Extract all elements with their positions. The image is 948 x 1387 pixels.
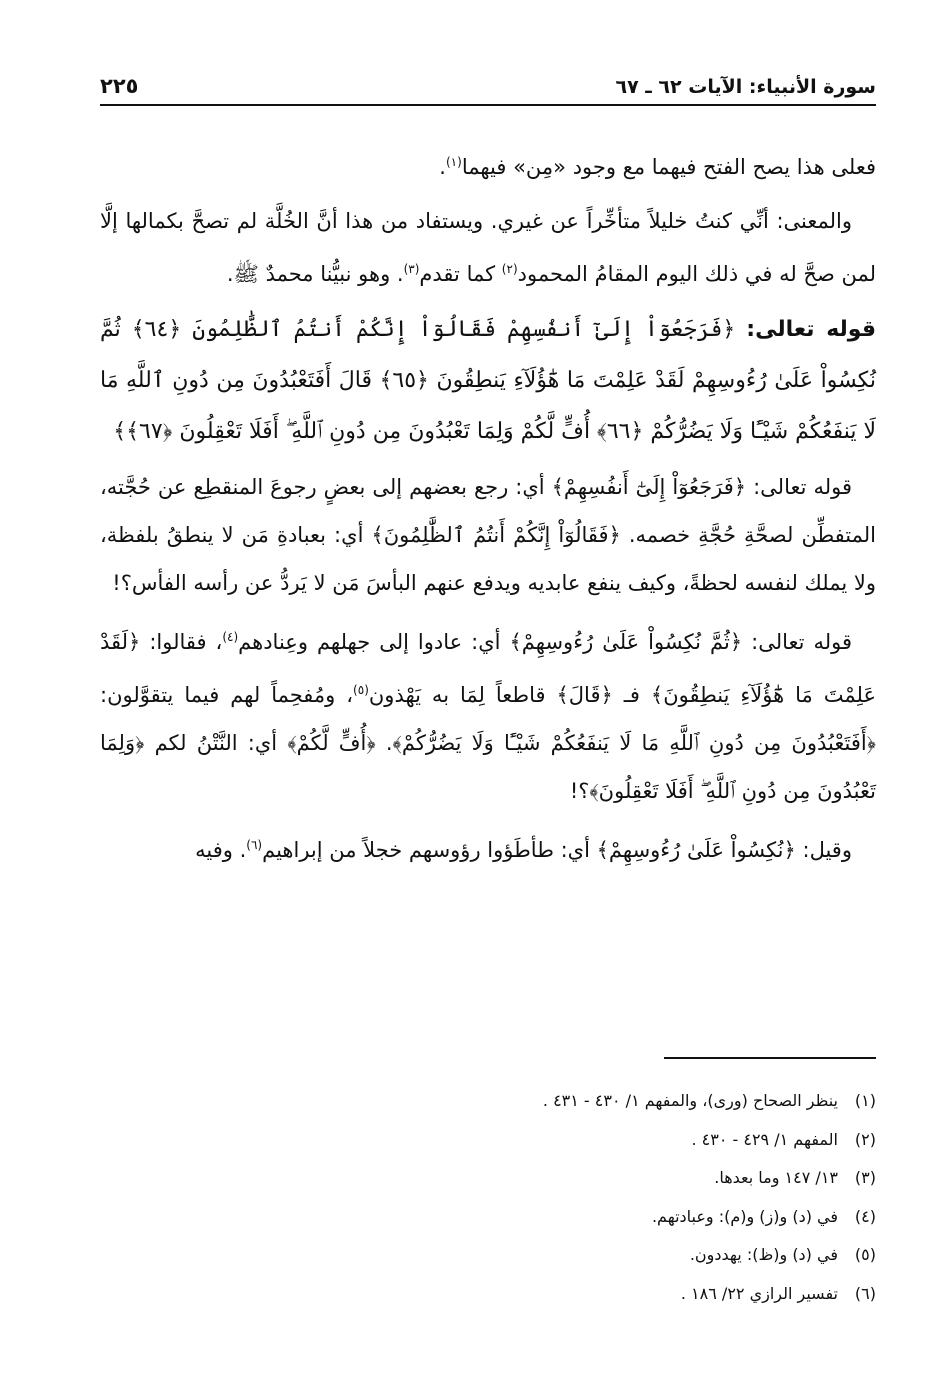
footnote-ref-6: (٦) xyxy=(246,838,263,852)
paragraph-4 xyxy=(100,613,876,815)
footnote-1 xyxy=(100,1082,876,1121)
footnote-text: في (د) و(ظ): يهددون. xyxy=(689,1245,838,1264)
footnote-2 xyxy=(100,1121,876,1160)
paragraph-2 xyxy=(100,197,876,298)
footnote-6 xyxy=(100,1275,876,1314)
footnote-ref-2: (٢) xyxy=(501,262,518,276)
footnote-mark: (٦) xyxy=(854,1283,876,1303)
footnote-5 xyxy=(100,1236,876,1275)
footnote-ref-3: (٣) xyxy=(403,262,420,276)
footnote-mark: (٤) xyxy=(854,1206,876,1226)
paragraph-5-text-a: وقيل: ﴿نُكِسُواْ عَلَىٰ رُءُوسِهِمْ﴾ أي: طأطَؤوا رؤوسهم خجلاً من إبراهيم xyxy=(262,838,852,862)
running-title: سورة الأنبياء: الآيات ٦٢ ـ ٦٧ xyxy=(615,76,876,98)
footnote-ref-5: (٥) xyxy=(353,683,369,697)
paragraph-5-text-b: . وفيه xyxy=(195,838,247,862)
paragraph-2-text-b: كما تقدم xyxy=(419,262,502,286)
footnote-mark: (٥) xyxy=(854,1245,876,1264)
footnote-3 xyxy=(100,1159,876,1198)
footnote-mark: (٣) xyxy=(854,1168,876,1187)
paragraph-4-text-a: قوله تعالى: ﴿ثُمَّ نُكِسُواْ عَلَىٰ رُءُوسِهِمْ﴾ أي: عادوا إلى جهلهم وعِنادهم xyxy=(238,630,853,654)
footnote-text: تفسير الرازي ٢٢/ ١٨٦ . xyxy=(680,1283,838,1303)
footnote-mark: (١) xyxy=(854,1091,876,1110)
paragraph-1-text: فعلى هذا يصح الفتح فيهما مع وجود «مِن» فيهما xyxy=(461,155,876,179)
footnote-ref-1: (١) xyxy=(445,155,462,169)
footnote-text: ١٣/ ١٤٧ وما بعدها. xyxy=(714,1168,838,1187)
footnote-4 xyxy=(100,1198,876,1237)
footnote-text: في (د) و(ز) و(م): وعبادتهم. xyxy=(651,1206,838,1226)
verse-text: ﴿فَرَجَعُوٓاْ إِلَىٰٓ أَنفُسِهِمْ فَقَالُوٓاْ إِنَّكُمْ أَنتُمُ ٱلظَّٰلِمُونَ ﴿٦٤﴾ ثُمَّ نُكِسُواْ عَلَىٰ رُءُوسِهِمْ لَقَدْ عَلِمْتَ مَا هَٰٓؤُلَآءِ يَنطِقُونَ ﴿٦٥﴾ قَالَ أَفَتَعْبُدُونَ مِن دُونِ ٱللَّهِ مَا لَا يَنفَعُكُمْ شَيْـًٔا وَلَا يَضُرُّكُمْ ﴿٦٦﴾ أُفٍّ لَّكُمْ وَلِمَا تَعْبُدُونَ مِن دُونِ ٱللَّهِ ۖ أَفَلَا تَعْقِلُونَ ﴿٦٧﴾﴾ xyxy=(100,317,877,444)
page-number: ٢٢٥ xyxy=(100,74,139,98)
quran-verse-block xyxy=(100,304,876,457)
paragraph-2-text-c: . وهو نبيُّنا محمدٌ ﷺ. xyxy=(226,262,404,286)
paragraph-3: قوله تعالى: ﴿فَرَجَعُوٓاْ إِلَىٰٓ أَنفُسِهِمْ﴾ أي: رجع بعضهم إلى بعضٍ رجوعَ المنقطِع عن حُجَّته، المتفطِّن لصحَّةِ حُجَّةِ خصمه. ﴿فَقَالُوٓاْ إِنَّكُمْ أَنتُمُ ٱلظَّٰلِمُونَ﴾ أي: بعبادةِ مَن لا ينطقُ بلفظة، ولا يملك لنفسه لحظةً، وكيف ينفع عابديه ويدفع عنهم البأسَ مَن لا يَردُّ عن رأسه الفأس؟! xyxy=(100,475,876,595)
footnote-divider xyxy=(664,1057,876,1059)
page-header xyxy=(100,58,876,106)
paragraph-5 xyxy=(100,821,876,874)
footnote-ref-4: (٤) xyxy=(222,630,239,644)
paragraph-4-text-c: ، ومُفحِماً لهم فيما يتقوَّلون: ﴿أَفَتَعْبُدُونَ مِن دُونِ ٱللَّهِ مَا لَا يَنفَعُكُمْ شَيْـًٔا وَلَا يَضُرُّكُمْ﴾. ﴿أُفٍّ لَّكُمْ﴾ أي: النَّتْنُ لكم ﴿وَلِمَا تَعْبُدُونَ مِن دُونِ ٱللَّهِ ۖ أَفَلَا تَعْقِلُونَ﴾؟! xyxy=(100,683,876,803)
footnotes xyxy=(100,1082,876,1313)
paragraph-1-end: . xyxy=(439,155,446,179)
verse-lead: قوله تعالى: xyxy=(746,317,877,342)
footnote-text: ينظر الصحاح (ورى)، والمفهم ١/ ٤٣٠ - ٤٣١ . xyxy=(542,1091,838,1110)
footnote-mark: (٢) xyxy=(854,1129,876,1149)
paragraph-2-text-a: والمعنى: أنِّي كنتُ خليلاً متأخِّراً عن غيري. ويستفاد من هذا أنَّ الخُلَّة لم تصحَّ بكمالها إلَّا لمن صحَّ له في ذلك اليوم المقامُ المحمود xyxy=(100,209,876,286)
paragraph-1 xyxy=(100,138,876,191)
main-text xyxy=(100,138,876,880)
paragraph-4-text-b: ، فقالوا: ﴿لَقَدْ عَلِمْتَ مَا هَٰٓؤُلَآءِ يَنطِقُونَ﴾ فـ ﴿قَالَ﴾ قاطعاً لِمَا به يَهْذون xyxy=(100,630,876,707)
footnote-text: المفهم ١/ ٤٢٩ - ٤٣٠ . xyxy=(691,1129,838,1149)
